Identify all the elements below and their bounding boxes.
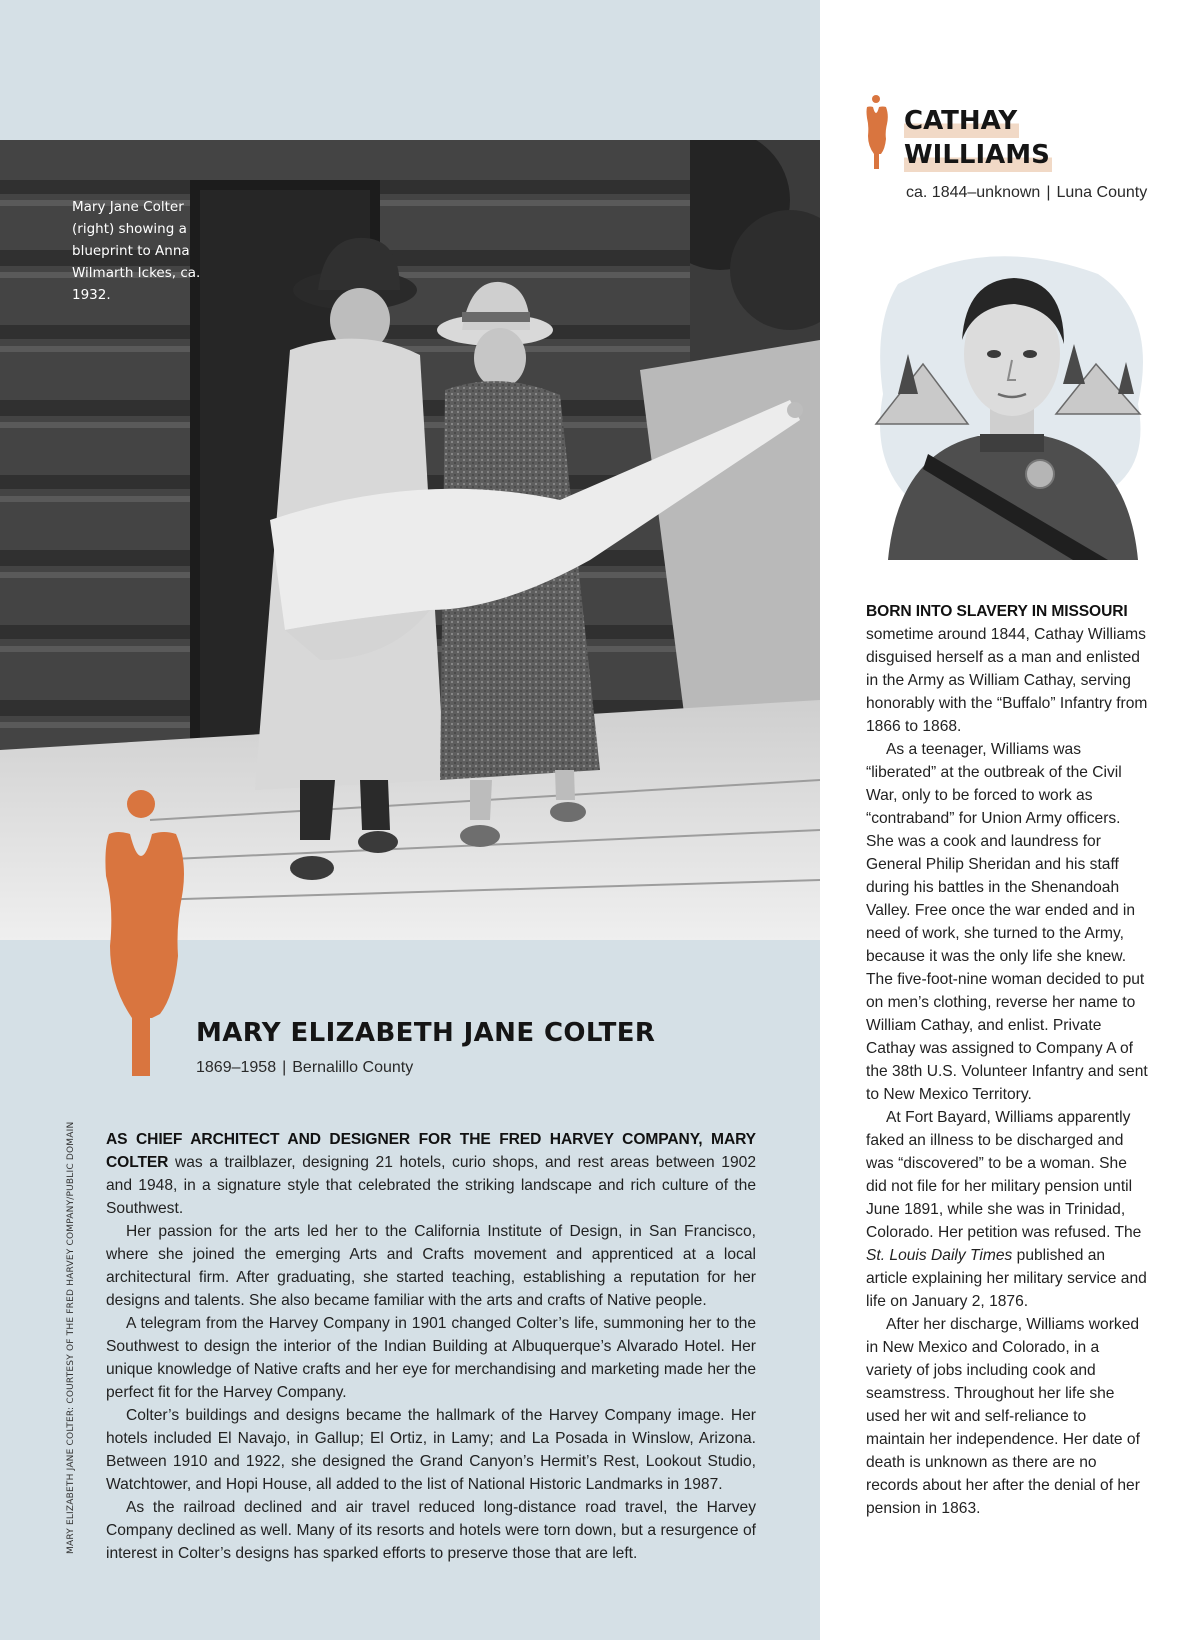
cathay-paragraph xyxy=(866,1106,1148,1313)
cathay-paragraph: As a teenager, Williams was “liberated” at the outbreak of the Civil War, only to be forced to work as “contraband” for Union Army officers. She was a cook and laundress for General Philip Sheridan and his staff during his battles in the Shenandoah Valley. Free once the war ended and in need of work, she turned to the Army, because it was the only life she knew. The five-foot-nine woman decided to put on men’s clothing, reverse her name to William Cathay, and enlist. Private Cathay was assigned to Company A of the 38th U.S. Volunteer Infantry and sent to New Mexico Territory. xyxy=(866,741,1148,1103)
cathay-paragraph: After her discharge, Williams worked in New Mexico and Colorado, in a variety of jobs including cook and seamstress. Throughout her life she used her wit and self-reliance to maintain her independence. Her date of death is unknown as there are no records about her after the denial of her pension in 1863. xyxy=(866,1316,1140,1517)
cathay-p3-text: At Fort Bayard, Williams apparently faked an illness to be discharged and was “discovered” to be a woman. She did not file for her military pension until June 1891, while she was in Trinidad, Colorado. Her petition was refused. The xyxy=(866,1109,1142,1241)
photo-credit: MARY ELIZABETH JANE COLTER: COURTESY OF THE FRED HARVEY COMPANY/PUBLIC DOMAIN xyxy=(66,1121,76,1554)
colter-county: Bernalillo County xyxy=(292,1059,414,1076)
cathay-paragraph xyxy=(866,600,1148,738)
meta-divider: | xyxy=(282,1059,287,1076)
colter-paragraph: Her passion for the arts led her to the California Institute of Design, in San Francisco, where she joined the emerging Arts and Crafts movement and apprenticed at a local architectural firm. After graduating, she started teaching, establishing a reputation for her designs and talents. She also became familiar with the arts and crafts of Native people. xyxy=(106,1223,756,1309)
cathay-name-line1: CATHAY xyxy=(904,106,1018,136)
meta-divider: | xyxy=(1046,184,1051,201)
colter-paragraph: Colter’s buildings and designs became the hallmark of the Harvey Company image. Her hotels included El Navajo, in Gallup; El Ortiz, in Lamy; and La Posada in Winslow, Arizona. Between 1910 and 1922, she designed the Grand Canyon’s Hermit’s Rest, Lookout Studio, Watchtower, and Hopi House, all added to the list of National Historic Landmarks in 1987. xyxy=(106,1407,756,1493)
cathay-article xyxy=(866,600,1148,1520)
colter-years: 1869–1958 xyxy=(196,1059,277,1076)
colter-paragraph: A telegram from the Harvey Company in 1901 changed Colter’s life, summoning her to the Southwest to design the interior of the Indian Building at Albuquerque’s Alvarado Hotel. Her unique knowledge of Native crafts and her eye for merchandising and marketing made her the perfect fit for the Harvey Company. xyxy=(106,1315,756,1401)
photo-caption: Mary Jane Colter (right) showing a blueprint to Anna Wilmarth Ickes, ca. 1932. xyxy=(72,199,201,303)
colter-paragraph xyxy=(106,1128,756,1220)
colter-meta xyxy=(196,1059,413,1077)
cathay-lead: BORN INTO SLAVERY IN MISSOURI xyxy=(866,603,1128,620)
colter-article xyxy=(106,1128,756,1565)
cathay-name xyxy=(904,104,1052,172)
colter-paragraph: As the railroad declined and air travel reduced long-distance road travel, the Harvey Company declined as well. Many of its resorts and hotels were torn down, but a resurgence of interest in Colter’s designs has sparked efforts to preserve those that are left. xyxy=(106,1499,756,1562)
cathay-first-text: sometime around 1844, Cathay Williams disguised herself as a man and enlisted in the Army as William Cathay, serving honorably with the “Buffalo” Infantry from 1866 to 1868. xyxy=(866,626,1148,735)
dress-form-icon xyxy=(866,94,890,170)
colter-name: MARY ELIZABETH JANE COLTER xyxy=(196,1018,656,1048)
colter-first-text: was a trailblazer, designing 21 hotels, curio shops, and rest areas between 1902 and 1948, in a signature style that celebrated the striking landscape and rich culture of the Southwest. xyxy=(106,1154,756,1217)
newspaper-title: St. Louis Daily Times xyxy=(866,1247,1013,1264)
cathay-p3-text-end: published an article explaining her military service and life on January 2, 1876. xyxy=(866,1247,1147,1310)
cathay-years: ca. 1844–unknown xyxy=(906,184,1041,201)
cathay-name-line2: WILLIAMS xyxy=(904,140,1050,170)
cathay-portrait xyxy=(868,244,1156,560)
cathay-meta xyxy=(906,184,1147,202)
dress-form-icon xyxy=(104,786,190,1080)
cathay-county: Luna County xyxy=(1056,184,1148,201)
colter-lead: AS CHIEF ARCHITECT AND DESIGNER FOR THE FRED HARVEY COMPANY, MARY COLTER xyxy=(106,1131,756,1171)
